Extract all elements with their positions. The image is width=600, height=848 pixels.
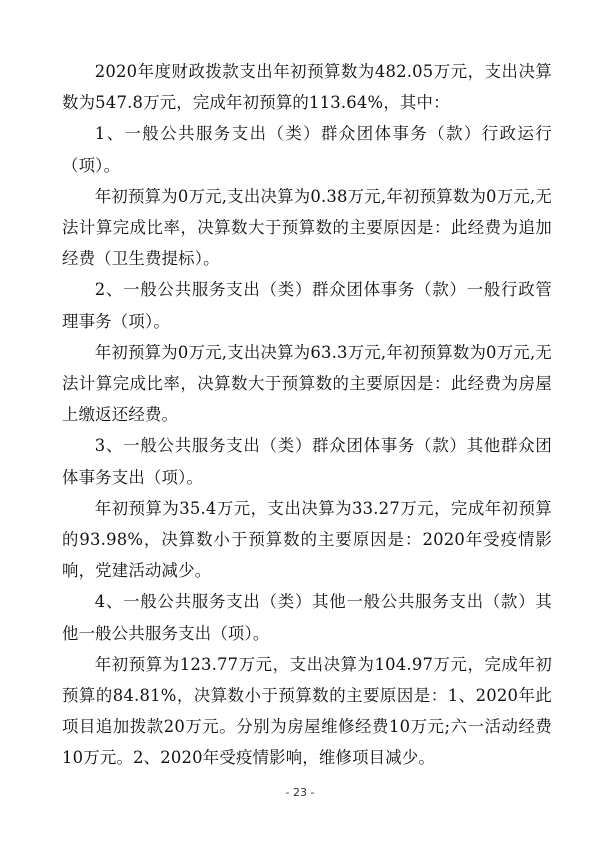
item-heading-2: 2、一般公共服务支出（类）群众团体事务（款）一般行政管理事务（项）。 <box>62 280 552 331</box>
page-number: - 23 - <box>285 786 315 799</box>
item-detail-1: 年初预算为0万元,支出决算为0.38万元,年初预算数为0万元,无法计算完成比率，决算数大于预算数的主要原因是：此经费为追加经费（卫生费提标）。 <box>62 186 552 269</box>
item-detail-3: 年初预算为35.4万元，支出决算为33.27万元，完成年初预算的93.98%，决算数小于预算数的主要原因是：2020年受疫情影响，党建活动减少。 <box>62 498 552 581</box>
item-heading-1: 1、一般公共服务支出（类）群众团体事务（款）行政运行（项）。 <box>62 124 552 175</box>
paragraph-summary: 2020年度财政拨款支出年初预算数为482.05万元，支出决算数为547.8万元，完成年初预算的113.64%，其中： <box>62 62 552 113</box>
body-text <box>62 56 552 774</box>
item-detail-2: 年初预算为0万元,支出决算为63.3万元,年初预算数为0万元,无法计算完成比率，决算数大于预算数的主要原因是：此经费为房屋上缴返还经费。 <box>62 342 552 425</box>
item-heading-3: 3、一般公共服务支出（类）群众团体事务（款）其他群众团体事务支出（项）。 <box>62 436 552 487</box>
item-heading-4: 4、一般公共服务支出（类）其他一般公共服务支出（款）其他一般公共服务支出（项）。 <box>62 592 552 643</box>
item-detail-4: 年初预算为123.77万元，支出决算为104.97万元，完成年初预算的84.81%，决算数小于预算数的主要原因是：1、2020年此项目追加拨款20万元。分别为房屋维修经费10万元;六一活动经费10万元。2、2020年受疫情影响，维修项目减少。 <box>62 654 552 768</box>
